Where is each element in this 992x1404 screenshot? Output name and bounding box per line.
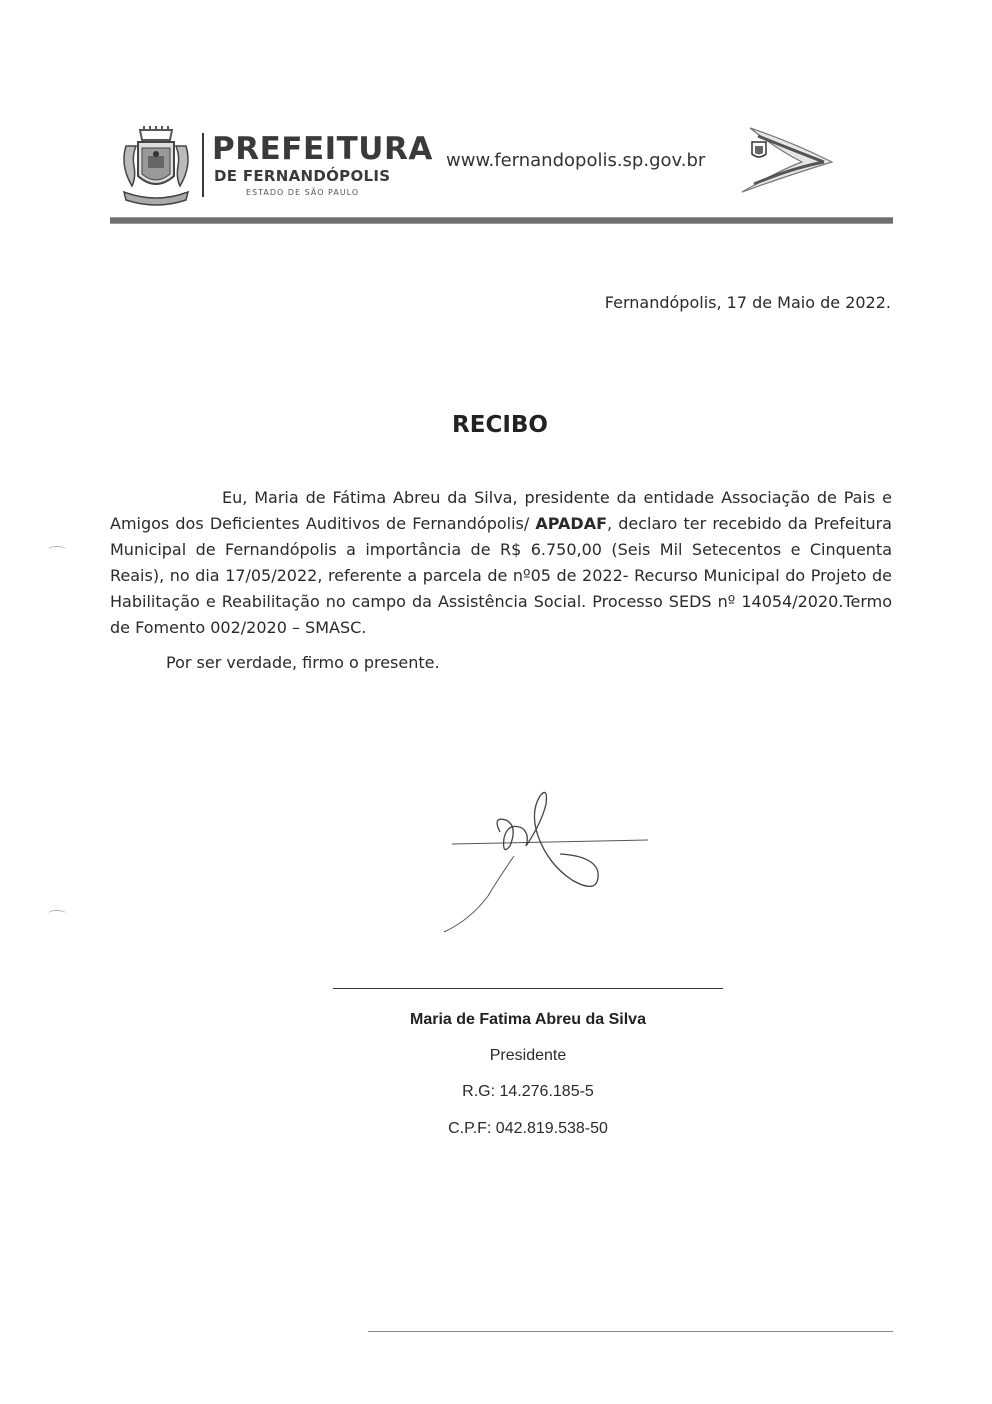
brand-state: ESTADO DE SÃO PAULO bbox=[246, 188, 360, 197]
closing-text: Por ser verdade, firmo o presente. bbox=[166, 653, 440, 672]
website-url: www.fernandopolis.sp.gov.br bbox=[446, 150, 706, 171]
signatory-cpf: C.P.F: 042.819.538-50 bbox=[448, 1120, 608, 1137]
handwritten-signature bbox=[430, 772, 660, 942]
paragraph-part1: Eu, Maria de Fátima Abreu da Silva, presidente da entidade Associação de Pais e Amigos dos Deficientes Auditivos de Fernandópolis/ bbox=[110, 488, 892, 533]
punch-hole-mark bbox=[48, 546, 66, 553]
signatory-rg: R.G: 14.276.185-5 bbox=[462, 1083, 594, 1100]
signatory-name: Maria de Fatima Abreu da Silva bbox=[410, 1011, 646, 1028]
arrow-logo-icon bbox=[732, 124, 836, 196]
header-rule bbox=[110, 217, 893, 224]
paragraph-part2: , declaro ter recebido da Prefeitura Municipal de Fernandópolis a importância de R$ 6.750,00 (Seis Mil Setecentos e Cinquenta Reais), no dia 17/05/2022, referente a parcela de nº05 de 2022- Recurso Municipal do Projeto de Habilitação e Reabilitação no campo da Assistência Social. Processo SEDS nº 14054/2020.Termo de Fomento 002/2020 – SMASC. bbox=[110, 514, 892, 637]
signatory-role: Presidente bbox=[489, 1047, 567, 1064]
signature-line bbox=[333, 988, 723, 989]
receipt-paragraph bbox=[110, 485, 892, 641]
document-title: RECIBO bbox=[452, 412, 548, 438]
document-date: Fernandópolis, 17 de Maio de 2022. bbox=[604, 293, 891, 312]
paragraph-bold: APADAF bbox=[535, 514, 608, 533]
brand-subtitle: DE FERNANDÓPOLIS bbox=[214, 167, 391, 185]
coat-of-arms-icon bbox=[118, 126, 194, 206]
punch-hole-mark bbox=[48, 910, 66, 917]
brand-divider bbox=[202, 133, 204, 197]
brand-title: PREFEITURA bbox=[212, 131, 433, 167]
footer-rule bbox=[368, 1331, 893, 1332]
